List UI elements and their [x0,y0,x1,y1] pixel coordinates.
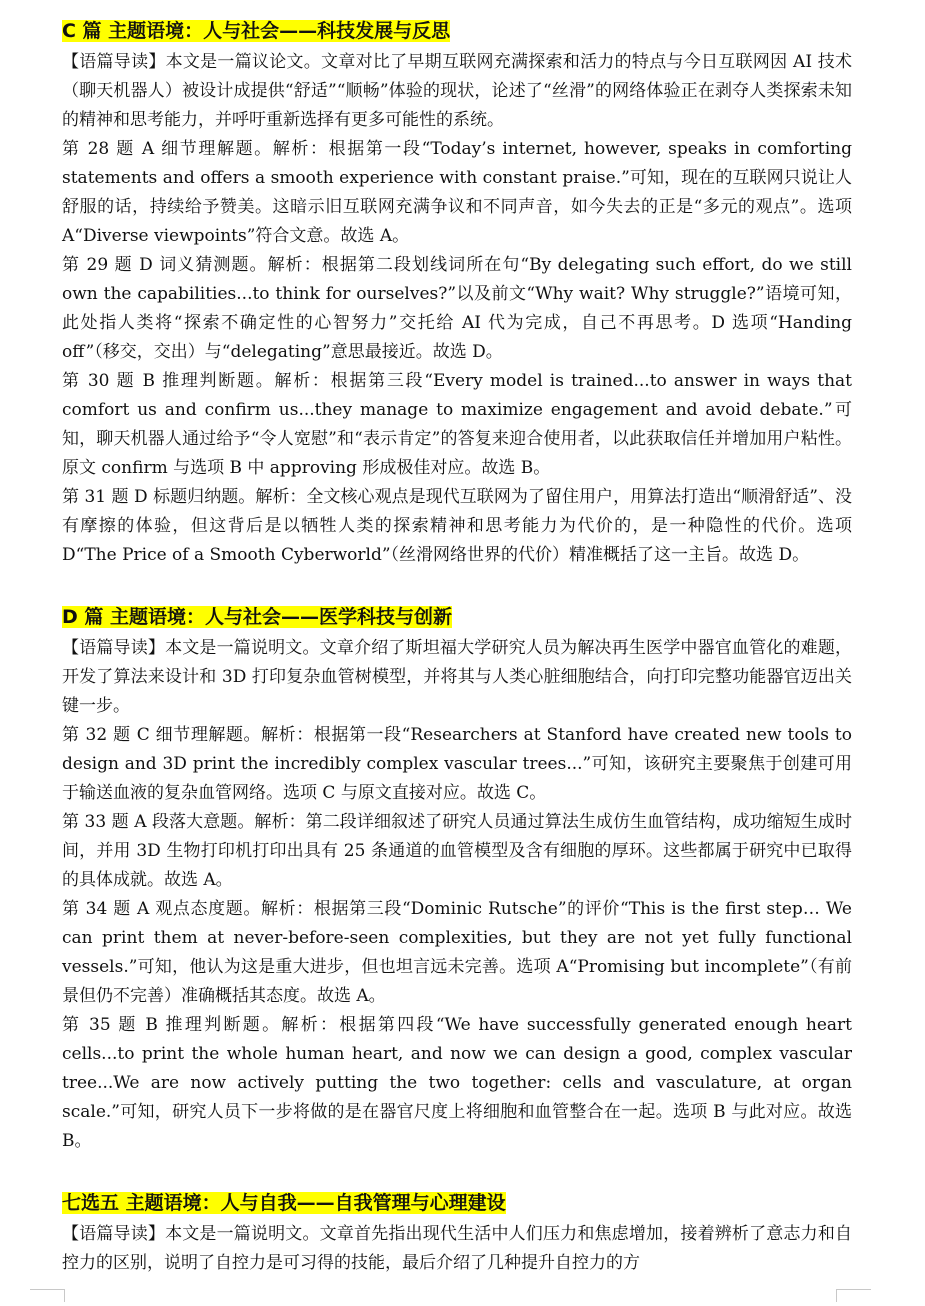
section-d-reading-guide: 【语篇导读】本文是一篇说明文。文章介绍了斯坦福大学研究人员为解决再生医学中器官血管化的难题，开发了算法来设计和 3D 打印复杂血管树模型，并将其与人类心脏细胞结合，向打印完整功能器官迈出关键一步。 [62,638,852,716]
question-33-analysis: 第 33 题 A 段落大意题。解析：第二段详细叙述了研究人员通过算法生成仿生血管结构，成功缩短生成时间，并用 3D 生物打印机打印出具有 25 条通道的血管模型及含有细胞的厚环。这些都属于研究中已取得的具体成就。故选 A。 [62,812,852,890]
section-spacer [62,1156,852,1186]
question-35-analysis: 第 35 题 B 推理判断题。解析：根据第四段“We have successfully generated enough heart cells...to print the whole human heart, and now we can design a good, complex vascular tree...We are now actively putting the two together: cells and vasculature, at organ scale.”可知，研究人员下一步将做的是在器官尺度上将细胞和血管整合在一起。选项 B 与此对应。故选 B。 [62,1015,852,1151]
section-c [62,14,852,570]
section-spacer [62,570,852,600]
question-29-analysis: 第 29 题 D 词义猜测题。解析：根据第二段划线词所在句“By delegating such effort, do we still own the capabilities...to think for ourselves?”以及前文“Why wait? Why struggle?”语境可知，此处指人类将“探索不确定性的心智努力”交托给 AI 代为完成，自己不再思考。D 选项“Handing off”（移交，交出）与“delegating”意思最接近。故选 D。 [62,255,852,362]
question-34-analysis: 第 34 题 A 观点态度题。解析：根据第三段“Dominic Rutsche”的评价“This is the first step… We can print them at never-before-seen complexities, but they are not yet fully functional vessels.”可知，他认为这是重大进步，但也坦言远未完善。选项 A“Promising but incomplete”（有前景但仍不完善）准确概括其态度。故选 A。 [62,899,852,1006]
page-corner-mark-right [836,1289,871,1302]
section-seven-choose-five-heading: 七选五 主题语境：人与自我——自我管理与心理建设 [62,1192,506,1214]
question-28-analysis: 第 28 题 A 细节理解题。解析：根据第一段“Today’s internet, however, speaks in comforting statements and offers a smooth experience with constant praise.”可知，现在的互联网只说让人舒服的话，持续给予赞美。这暗示旧互联网充满争议和不同声音，如今失去的正是“多元的观点”。选项 A“Diverse viewpoints”符合文意。故选 A。 [62,139,852,246]
question-31-analysis: 第 31 题 D 标题归纳题。解析：全文核心观点是现代互联网为了留住用户，用算法打造出“顺滑舒适”、没有摩擦的体验，但这背后是以牺牲人类的探索精神和思考能力为代价的，是一种隐性的代价。选项 D“The Price of a Smooth Cyberworld”（丝滑网络世界的代价）精准概括了这一主旨。故选 D。 [62,487,852,565]
section-c-heading: C 篇 主题语境：人与社会——科技发展与反思 [62,20,451,42]
section-seven-choose-five-reading-guide: 【语篇导读】本文是一篇说明文。文章首先指出现代生活中人们压力和焦虑增加，接着辨析了意志力和自控力的区别，说明了自控力是可习得的技能，最后介绍了几种提升自控力的方 [62,1224,852,1273]
section-c-reading-guide: 【语篇导读】本文是一篇议论文。文章对比了早期互联网充满探索和活力的特点与今日互联网因 AI 技术（聊天机器人）被设计成提供“舒适”“顺畅”体验的现状，论述了“丝滑”的网络体验正在剥夺人类探索未知的精神和思考能力，并呼吁重新选择有更多可能性的系统。 [62,52,852,130]
question-32-analysis: 第 32 题 C 细节理解题。解析：根据第一段“Researchers at Stanford have created new tools to design and 3D print the incredibly complex vascular trees...”可知，该研究主要聚焦于创建可用于输送血液的复杂血管网络。选项 C 与原文直接对应。故选 C。 [62,725,852,803]
section-seven-choose-five [62,1186,852,1278]
section-d [62,600,852,1156]
page-corner-mark-left [30,1289,65,1302]
section-d-heading: D 篇 主题语境：人与社会——医学科技与创新 [62,606,453,628]
question-30-analysis: 第 30 题 B 推理判断题。解析：根据第三段“Every model is trained...to answer in ways that comfort us and confirm us...they manage to maximize engagement and avoid debate.”可知，聊天机器人通过给予“令人宽慰”和“表示肯定”的答复来迎合使用者，以此获取信任并增加用户粘性。原文 confirm 与选项 B 中 approving 形成极佳对应。故选 B。 [62,371,852,478]
document-body [62,14,852,1278]
